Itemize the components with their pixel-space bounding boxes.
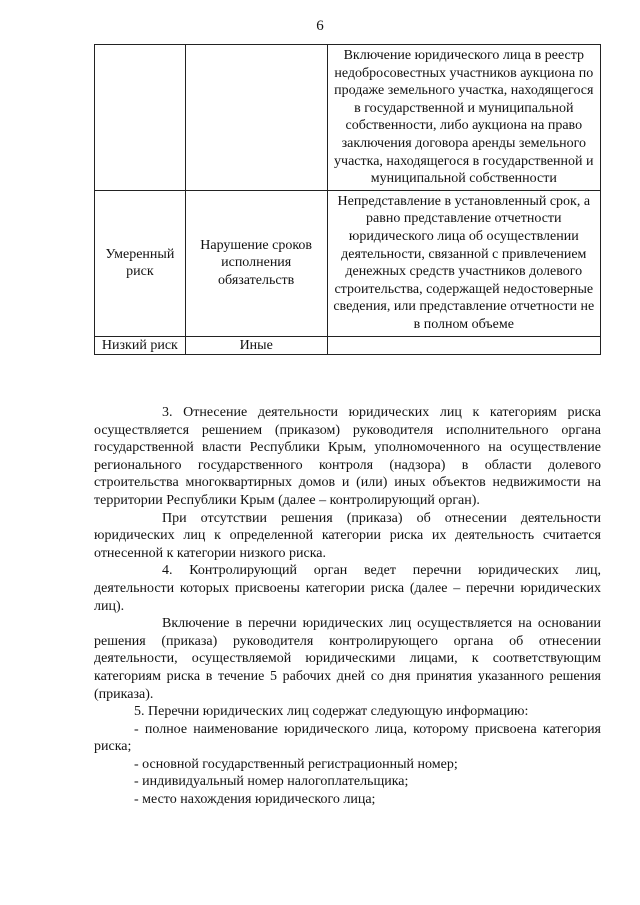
risk-category-table: [94, 44, 601, 355]
table-row: [95, 336, 601, 355]
list-item: - индивидуальный номер налогоплательщика;: [134, 774, 409, 790]
list-item: - полное наименование юридического лица, которому присвоена категория риска;: [94, 721, 601, 755]
paragraph-5: 5. Перечни юридических лиц содержат следующую информацию:: [134, 704, 529, 720]
risk-criterion-cell: Нарушение сроков исполнения обязательств: [185, 190, 327, 336]
table-row: [95, 45, 601, 191]
list-item: - место нахождения юридического лица;: [134, 792, 376, 808]
paragraph-3: 3. Отнесение деятельности юридических лиц к категориям риска осуществляется решением (приказом) руководителя исполнительного органа государственной власти Республики Крым, уполномоченного на осуществление регионального государственного контроля (надзора) в области долевого строительства многоквартирных домов и (или) иных объектов недвижимости на территории Республики Крым (далее – контролирующий орган).: [94, 405, 601, 508]
risk-criterion-cell: Иные: [185, 336, 327, 355]
page-number: 6: [316, 18, 324, 34]
risk-description-cell: [327, 336, 600, 355]
risk-criterion-cell: [185, 45, 327, 191]
paragraph-inclusion: Включение в перечни юридических лиц осуществляется на основании решения (приказа) руководителя контролирующего органа об отнесении деятельности, осуществляемой юридическими лицами, к соответствующим категориям риска в течение 5 рабочих дней со дня принятия указанного решения (приказа).: [94, 616, 601, 702]
risk-category-cell: [95, 45, 186, 191]
paragraph-4: 4. Контролирующий орган ведет перечни юридических лиц, деятельности которых присвоены категории риска (далее – перечни юридических лиц).: [94, 563, 601, 614]
risk-category-cell: Умеренный риск: [95, 190, 186, 336]
table-row: [95, 190, 601, 336]
document-body: [94, 404, 601, 809]
risk-description-cell: Включение юридического лица в реестр недобросовестных участников аукциона по продаже земельного участка, находящегося в государственной и муниципальной собственности, либо аукциона на право заключения договора аренды земельного участка, находящегося в государственной и муниципальной собственности: [327, 45, 600, 191]
list-item: - основной государственный регистрационный номер;: [134, 756, 458, 772]
risk-category-cell: Низкий риск: [95, 336, 186, 355]
paragraph-no-decision: При отсутствии решения (приказа) об отнесении деятельности юридических лиц к определенной категории риска их деятельность считается отнесенной к категории низкого риска.: [94, 510, 601, 561]
risk-description-cell: Непредставление в установленный срок, а равно представление отчетности юридического лица об осуществлении деятельности, связанной с привлечением денежных средств участников долевого строительства, содержащей недостоверные сведения, или представление отчетности не в полном объеме: [327, 190, 600, 336]
